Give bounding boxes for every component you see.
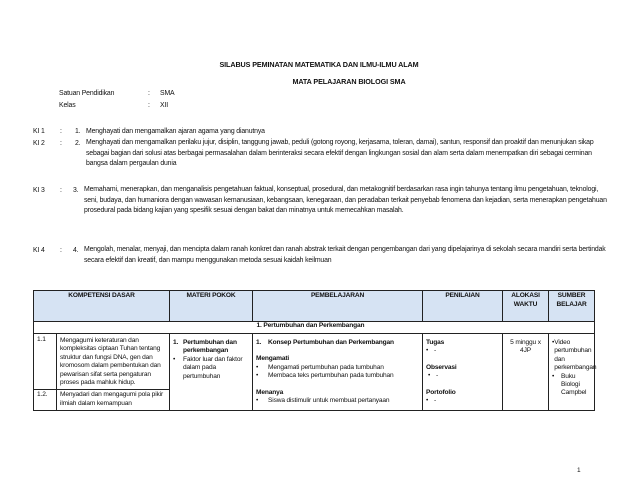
bullet-icon: • [173,355,176,363]
penilaian-item: - [434,347,437,355]
pembelajaran-number: 1. [256,339,262,346]
penilaian-item: - [436,372,439,380]
kd-text: Menyadari dan mengagumi pola pikir ilmiah dalam kemampuan [60,391,164,407]
table-header-row [34,291,595,322]
ki-code: KI 2 [33,140,45,147]
ki-separator: : [60,247,62,254]
ki-code: KI 1 [33,128,45,135]
pembelajaran-item: Membaca teks pertumbuhan pada tumbuhan [268,372,394,380]
kd-text: Mengagumi keteraturan dan kompleksitas ciptaan Tuhan tentang struktur dan fungsi DNA, gen dan kromosom dalam pembentukan dan pewarisan sifat serta pengaturan proses pada mahluk hidup. [60,337,161,387]
ki-text: Menghayati dan mengamalkan ajaran agama yang dianutnya [86,128,265,135]
materi-number: 1. [173,339,179,346]
bullet-icon: • [552,339,555,346]
materi-item: Pertumbuhan dan perkembangan [183,339,237,355]
header-materi-pokok: MATERI POKOK [170,291,253,322]
ki-text: Mengolah, menalar, menyaji, dan mencipta dalam ranah konkret dan ranah abstrak terkait dengan pengembangan dari yang dipelajarinya di sekolah secara mandiri serta bertindak secara efektif dan kreatif, dan mampu menggunakan metoda sesuai kaidah keilmuan [84,246,606,264]
header-alokasi-line2: WAKTU [513,301,538,308]
ki-code: KI 4 [33,247,45,254]
syllabus-table [33,290,595,411]
penilaian-heading: Portofolio [426,388,456,396]
ki-text: Memahami, menerapkan, dan menganalisis pengetahuan faktual, konseptual, prosedural, dan metakognitif berdasarkan rasa ingin tahunya tentang ilmu pengetahuan, teknologi, seni, budaya, dan humaniora dengan wawasan kemanusiaan, kebangsaan, kenegaraan, dan peradaban terkait penyebab fenomena dan kejadian, serta menerapkan pengetahuan prosedural pada bidang kajian yang spesifik sesuai dengan bakat dan minatnya untuk memecahkan masalah. [84,186,607,215]
penilaian-item: - [434,397,437,405]
unit-value: SMA [160,90,175,97]
sumber-item: Video pertumbuhan dan perkembangan [554,339,597,372]
header-sumber-line1: SUMBER [557,292,586,299]
pembelajaran-subheading: Menanya [256,388,284,396]
ki-separator: : [60,187,62,194]
penilaian [423,334,502,407]
penilaian-heading: Observasi [426,363,457,371]
penilaian-heading: Tugas [426,339,445,346]
unit-separator: : [148,90,150,97]
materi-item: Faktor luar dan faktor dalam pada pertumbuhan [183,355,243,380]
ki-separator: : [60,128,62,135]
unit-label: Satuan Pendidikan [59,90,115,97]
header-kompetensi-dasar: KOMPETENSI DASAR [34,291,170,322]
document-subtitle: MATA PELAJARAN BIOLOGI SMA [292,77,406,86]
bullet-icon: • [426,397,429,405]
bullet-icon: • [552,372,555,380]
kd-number: 1.1 [37,336,46,343]
materi-pokok [170,334,252,383]
header-alokasi-waktu [503,291,549,322]
sumber-belajar [549,334,597,400]
pembelajaran [253,334,422,407]
class-separator: : [148,102,150,109]
bullet-icon: • [256,372,259,380]
header-penilaian: PENILAIAN [423,291,503,322]
header-sumber-belajar [549,291,595,322]
header-sumber-line2: BELAJAR [556,301,587,308]
pembelajaran-subheading: Mengamati [256,355,290,363]
table-row [34,334,595,390]
ki-separator: : [60,140,62,147]
pembelajaran-item: Mengamati pertumbuhan pada tumbuhan [268,363,384,371]
alokasi-waktu: 5 minggu x 4JP [510,339,541,355]
bullet-icon: • [256,363,259,371]
page-number: 1 [577,467,581,474]
sumber-item: Buku Biologi Campbel [561,372,587,397]
section-row [34,322,595,334]
header-alokasi-line1: ALOKASI [511,292,540,299]
header-pembelajaran: PEMBELAJARAN [253,291,423,322]
ki-code: KI 3 [33,187,45,194]
class-value: XII [160,102,168,109]
kd-number: 1.2. [37,391,48,399]
ki-number: 4. [73,247,79,254]
pembelajaran-item: Siswa distimulir untuk membuat pertanyaan [268,397,390,405]
class-label: Kelas [59,102,76,109]
bullet-icon: • [256,397,259,405]
bullet-icon: • [428,372,431,380]
section-title: 1. Pertumbuhan dan Perkembangan [256,322,365,329]
ki-number: 3. [73,187,79,194]
ki-text: Menghayati dan mengamalkan perilaku jujur, disiplin, tanggung jawab, peduli (gotong royong, kerjasama, toleran, damai), santun, responsif dan proaktif dan menunjukan sikap sebagai bagian dari solusi atas berbagai permasalahan dalam berinteraksi secara efektif dengan lingkungan sosial dan alam serta dalam menempatkan diri sebagai cerminan bangsa dalam pergaulan dunia [86,139,594,168]
ki-number: 2. [75,140,81,147]
document-title: SILABUS PEMINATAN MATEMATIKA DAN ILMU-ILMU ALAM [219,60,419,69]
pembelajaran-heading: Konsep Pertumbuhan dan Perkembangan [268,339,394,346]
bullet-icon: • [426,347,429,355]
ki-number: 1. [75,128,81,135]
